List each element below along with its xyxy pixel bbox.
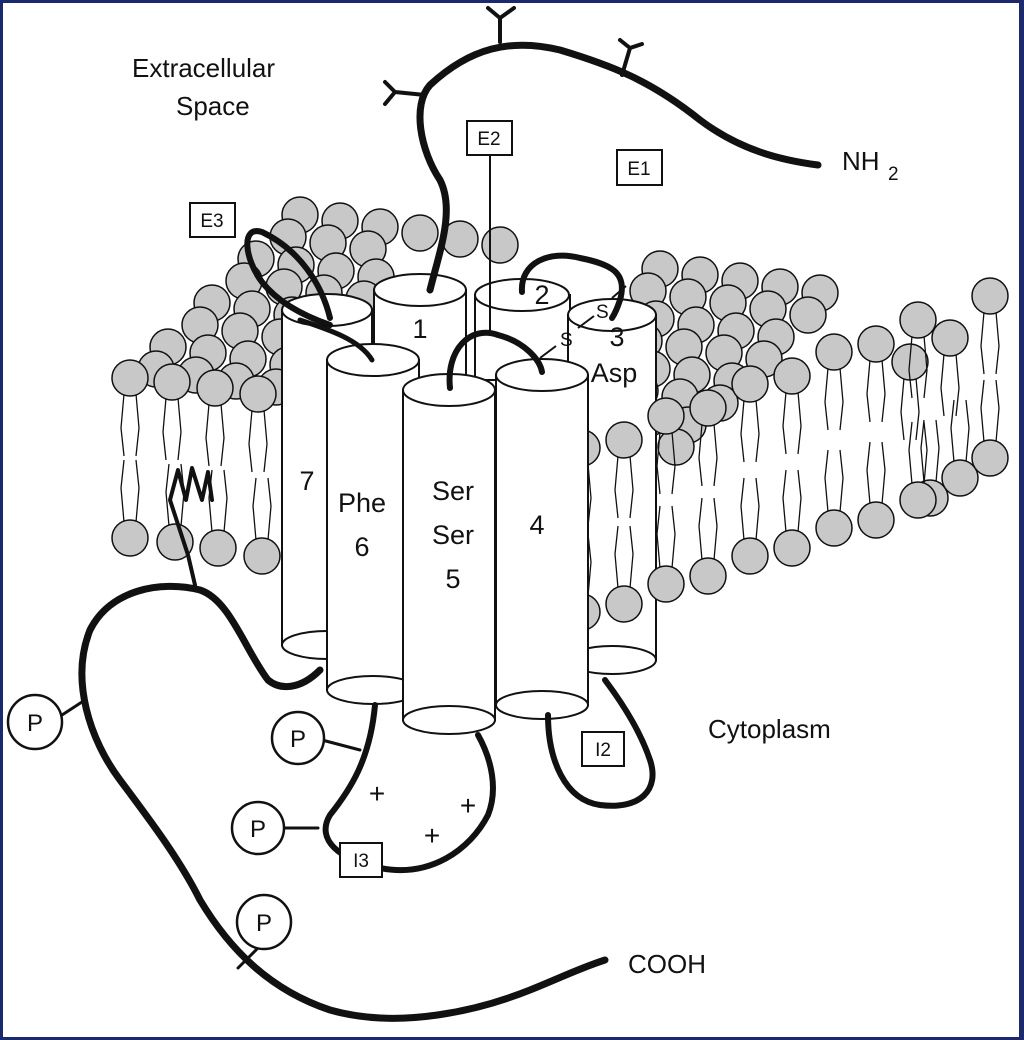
loop-label-i3 bbox=[340, 843, 382, 877]
disulfide-s2: S bbox=[596, 302, 609, 323]
svg-text:E2: E2 bbox=[477, 129, 501, 150]
svg-text:P: P bbox=[289, 726, 307, 753]
loop-label-e3 bbox=[190, 203, 235, 237]
c-terminus-label: COOH bbox=[628, 949, 706, 979]
lipid-head bbox=[402, 215, 438, 251]
helix-1-label: 1 bbox=[412, 314, 428, 344]
charge-2: + bbox=[459, 790, 477, 821]
helix-3-residue: Asp bbox=[590, 358, 638, 388]
svg-text:E1: E1 bbox=[627, 159, 651, 180]
helix-7-label: 7 bbox=[299, 466, 315, 496]
svg-text:P: P bbox=[249, 816, 267, 843]
phospho-site-2 bbox=[272, 712, 324, 764]
svg-text:I3: I3 bbox=[353, 851, 369, 872]
helix-5-residue-2: Ser bbox=[431, 520, 475, 550]
helix-6-label: 6 bbox=[354, 532, 370, 562]
n-terminus-label: NH bbox=[842, 146, 880, 176]
helix-2-label: 2 bbox=[534, 280, 550, 310]
helix-5 bbox=[403, 374, 495, 734]
loop-label-e2 bbox=[467, 121, 512, 155]
helix-5-label: 5 bbox=[445, 564, 461, 594]
n-terminus-subscript: 2 bbox=[888, 164, 899, 185]
phospho-site-4 bbox=[237, 895, 291, 949]
helix-6-residue: Phe bbox=[337, 488, 387, 518]
svg-text:I2: I2 bbox=[595, 740, 611, 761]
phospho-site-1 bbox=[8, 695, 62, 749]
extracellular-label-line-2: Space bbox=[176, 91, 250, 121]
helix-4-label: 4 bbox=[529, 510, 545, 540]
svg-text:E3: E3 bbox=[200, 211, 224, 232]
loop-label-i2 bbox=[582, 732, 624, 766]
phospho-site-3 bbox=[232, 802, 284, 854]
lipid-head bbox=[482, 227, 518, 263]
helix-3-label: 3 bbox=[609, 322, 625, 352]
helix-5-residue-1: Ser bbox=[431, 476, 475, 506]
disulfide-s1: S bbox=[560, 330, 573, 351]
charge-3: + bbox=[423, 820, 441, 851]
svg-text:P: P bbox=[255, 910, 273, 937]
extracellular-label-line-1: Extracellular bbox=[132, 53, 276, 83]
loop-label-e1 bbox=[617, 150, 662, 185]
lipid-head bbox=[790, 297, 826, 333]
cytoplasm-label: Cytoplasm bbox=[708, 714, 831, 744]
svg-text:P: P bbox=[26, 710, 44, 737]
charge-1: + bbox=[368, 778, 386, 809]
